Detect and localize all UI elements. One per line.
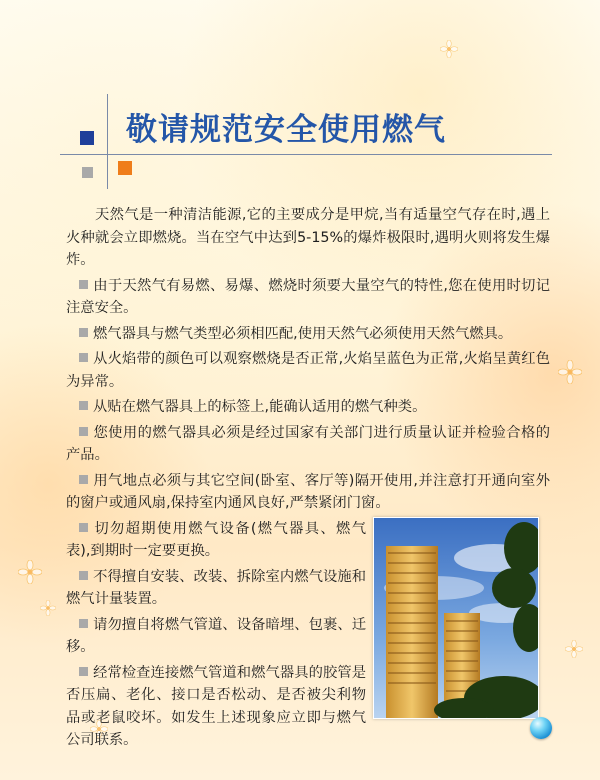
building-photo bbox=[373, 517, 539, 719]
list-item: 从贴在燃气器具上的标签上,能确认适用的燃气种类。 bbox=[66, 396, 550, 419]
bullet-marker bbox=[79, 328, 88, 337]
intro-paragraph: 天然气是一种清洁能源,它的主要成分是甲烷,当有适量空气存在时,遇上火种就会立即燃烧。当在空气中达到5-15%的爆炸极限时,遇明火则将发生爆炸。 bbox=[66, 207, 550, 268]
list-item: 切勿超期使用燃气设备(燃气器具、燃气表),到期时一定要更换。 bbox=[66, 520, 366, 559]
bullet-marker bbox=[79, 475, 88, 484]
title-vertical-rule bbox=[107, 94, 108, 189]
gray-square-marker bbox=[82, 167, 93, 178]
bullet-marker bbox=[79, 523, 88, 532]
list-item: 由于天然气有易燃、易爆、燃烧时须要大量空气的特性,您在使用时切记注意安全。 bbox=[66, 277, 550, 316]
list-item: 经常检查连接燃气管道和燃气器具的胶管是否压扁、老化、接口是否松动、是否被尖利物品或老鼠咬坏。如发生上述现象应立即与燃气公司联系。 bbox=[66, 664, 366, 748]
blue-square-marker bbox=[80, 131, 94, 145]
bullet-marker bbox=[79, 280, 88, 289]
list-item: 从火焰带的颜色可以观察燃烧是否正常,火焰呈蓝色为正常,火焰呈黄红色为异常。 bbox=[66, 351, 550, 390]
title-header bbox=[0, 0, 600, 190]
bullet-marker bbox=[79, 571, 88, 580]
flower-decoration bbox=[565, 640, 583, 658]
bullet-marker bbox=[79, 619, 88, 628]
orange-square-marker bbox=[118, 161, 132, 175]
blue-orb-decoration bbox=[530, 717, 552, 739]
bullet-marker bbox=[79, 427, 88, 436]
list-item: 请勿擅自将燃气管道、设备暗埋、包裹、迁移。 bbox=[66, 616, 366, 655]
flower-decoration bbox=[558, 360, 582, 384]
flower-decoration bbox=[40, 600, 56, 616]
list-item: 燃气器具与燃气类型必须相匹配,使用天然气必须使用天然气燃具。 bbox=[66, 323, 550, 346]
bullet-marker bbox=[79, 353, 88, 362]
title-horizontal-rule bbox=[60, 154, 552, 155]
flower-decoration bbox=[18, 560, 42, 584]
page-title: 敬请规范安全使用燃气 bbox=[126, 112, 446, 148]
bullet-marker bbox=[79, 401, 88, 410]
high-rise-building-icon bbox=[374, 518, 538, 718]
list-item: 不得擅自安装、改装、拆除室内燃气设施和燃气计量装置。 bbox=[66, 568, 366, 607]
bullet-marker bbox=[79, 667, 88, 676]
list-item: 您使用的燃气器具必须是经过国家有关部门进行质量认证并检验合格的产品。 bbox=[66, 424, 550, 463]
list-item: 用气地点必须与其它空间(卧室、客厅等)隔开使用,并注意打开通向室外的窗户或通风扇,保持室内通风良好,严禁紧闭门窗。 bbox=[66, 472, 550, 511]
